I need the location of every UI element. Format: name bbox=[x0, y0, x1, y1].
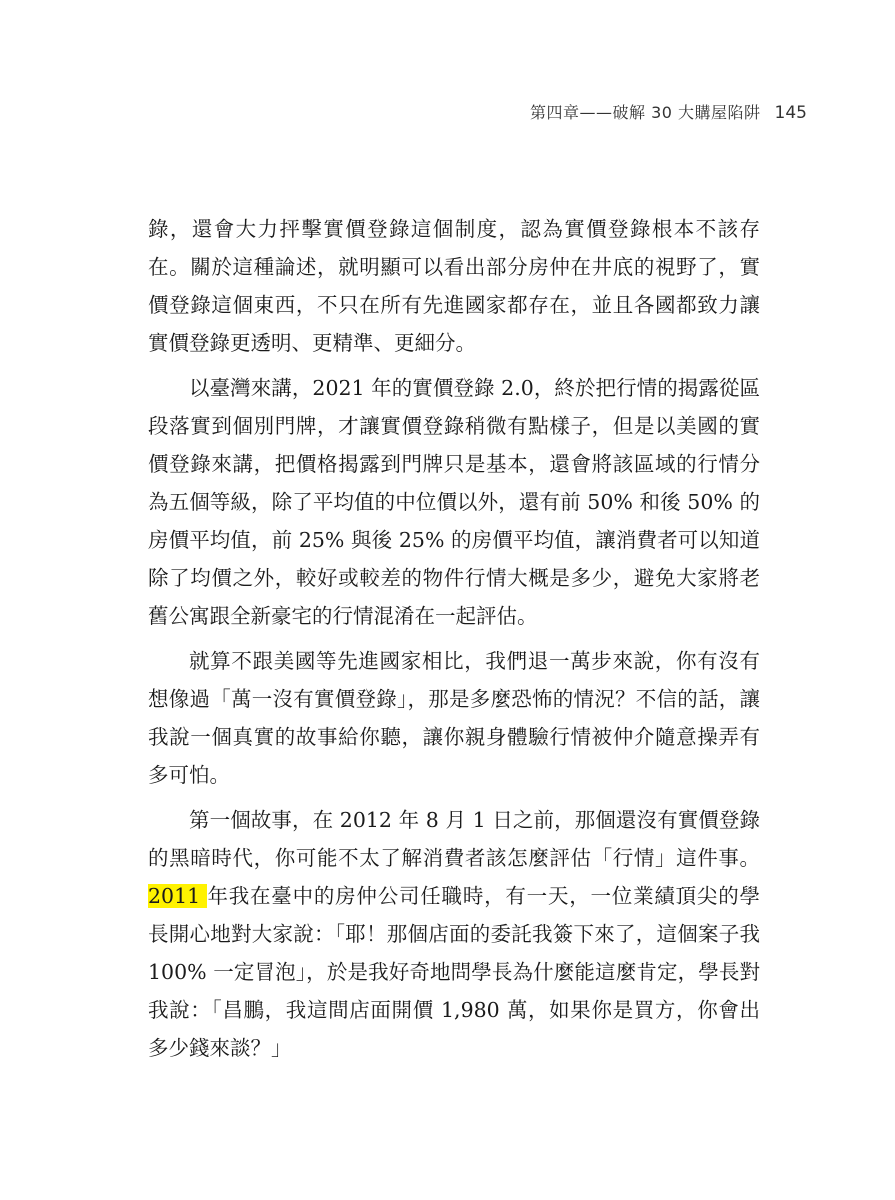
paragraph-text: 年我在臺中的房仲公司任職時，有一天，一位業績頂尖的學長開心地對大家說：「耶！那個店面的委託我簽下來了，這個案子我 100% 一定冒泡」，於是我好奇地問學長為什麼能這麼肯定，學長對我說：「昌鵬，我這間店面開價 1,980 萬，如果你是買方，你會出多少錢來談？」 bbox=[148, 884, 760, 1060]
paragraph: 就算不跟美國等先進國家相比，我們退一萬步來說，你有沒有想像過「萬一沒有實價登錄」，那是多麼恐怖的情況？不信的話，讓我說一個真實的故事給你聽，讓你親身體驗行情被仲介隨意操弄有多可怕。 bbox=[148, 649, 760, 787]
body-text bbox=[148, 210, 760, 1067]
paragraph-text: 第一個故事，在 2012 年 8 月 1 日之前，那個還沒有實價登錄的黑暗時代，你可能不太了解消費者該怎麼評估「行情」這件事。 bbox=[148, 808, 760, 870]
paragraph: 以臺灣來講，2021 年的實價登錄 2.0，終於把行情的揭露從區段落實到個別門牌，才讓實價登錄稍微有點樣子，但是以美國的實價登錄來講，把價格揭露到門牌只是基本，還會將該區域的行情分為五個等級，除了平均值的中位價以外，還有前 50% 和後 50% 的房價平均值，前 25% 與後 25% 的房價平均值，讓消費者可以知道除了均價之外，較好或較差的物件行情大概是多少，避免大家將老舊公寓跟全新豪宅的行情混淆在一起評估。 bbox=[148, 376, 760, 628]
highlighted-text: 2011 bbox=[148, 884, 208, 908]
running-header bbox=[530, 100, 807, 123]
paragraph-continued: 錄，還會大力抨擊實價登錄這個制度，認為實價登錄根本不該存在。關於這種論述，就明顯可以看出部分房仲在井底的視野了，實價登錄這個東西，不只在所有先進國家都存在，並且各國都致力讓實價登錄更透明、更精準、更細分。 bbox=[148, 217, 760, 355]
page-number: 145 bbox=[774, 103, 807, 123]
paragraph-story bbox=[148, 801, 760, 1067]
chapter-title: 第四章——破解 30 大購屋陷阱 bbox=[530, 103, 761, 122]
